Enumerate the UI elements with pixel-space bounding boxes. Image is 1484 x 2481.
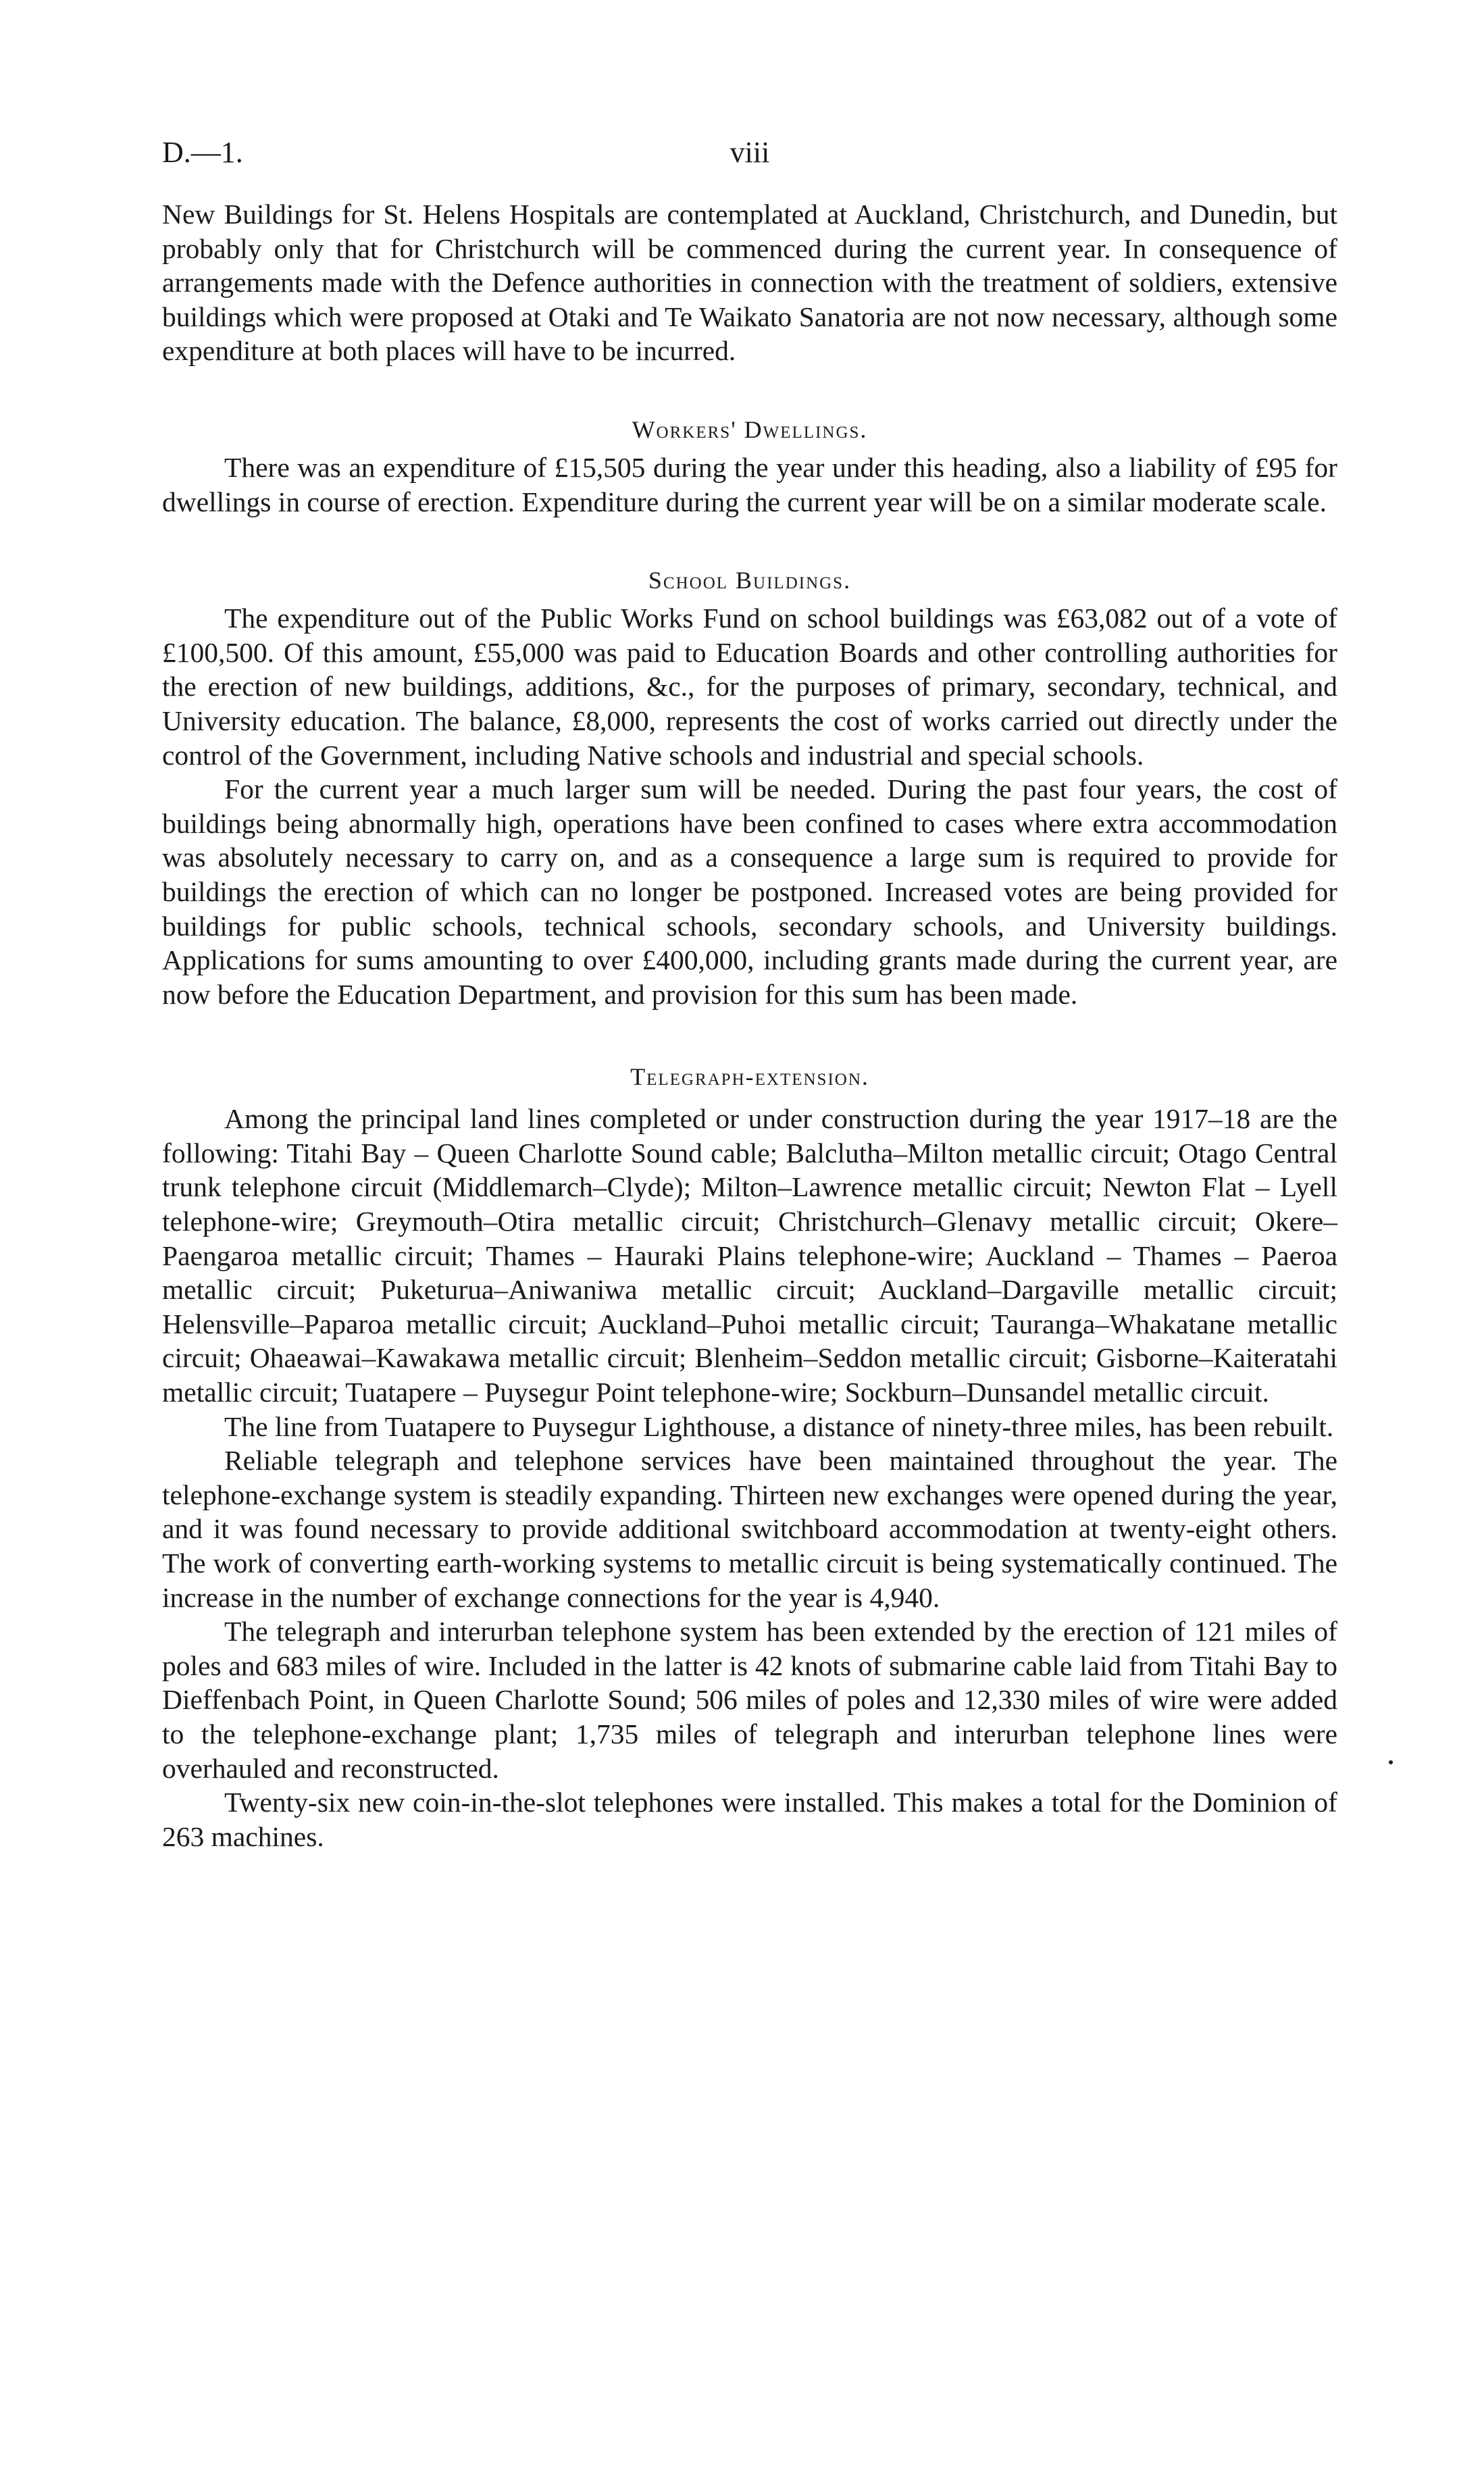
school-buildings-paragraph: For the current year a much larger sum will be needed. During the past four years, the cost of buildings being abnormally high, operations have been confined to cases where extra accommodation was absolutely necessary to carry on, and as a consequence a large sum is required to provide for buildings the erection of which can no longer be postponed. Increased votes are being provided for buildings for public schools, technical schools, secondary schools, and University buildings. Applications for sums amounting to over £400,000, including grants made during the current year, are now before the Education Department, and provision for this sum has been made. xyxy=(162,773,1337,1010)
intro-paragraph: New Buildings for St. Helens Hospitals are contemplated at Auckland, Christchurch, and Dunedin, but probably only that for Christchurch will be commenced during the current year. In consequence of arrangements made with the Defence authorities in connection with the treatment of soldiers, extensive buildings which were proposed at Otaki and Te Waikato Sanatoria are not now necessary, although some expenditure at both places will have to be incurred. xyxy=(162,199,1337,367)
telegraph-paragraph: Among the principal land lines completed or under construction during the year 1917–18 are the following: Titahi Bay – Queen Charlotte Sound cable; Balclutha–Milton metallic circuit; Otago Central trunk telephone circuit (Middlemarch–Clyde); Milton–Lawrence metallic circuit; Newton Flat – Lyell telephone-wire; Greymouth–Otira metallic circuit; Christchurch–Glenavy metallic circuit; Okere–Paengaroa metallic circuit; Thames – Hauraki Plains telephone-wire; Auckland – Thames – Paeroa metallic circuit; Puketurua–Aniwaniwa metallic circuit; Auckland–Dargaville metallic circuit; Helensville–Paparoa metallic circuit; Auckland–Puhoi metallic circuit; Tauranga–Whakatane metallic circuit; Ohaeawai–Kawakawa metallic circuit; Blenheim–Seddon metallic circuit; Gisborne–Kaiteratahi metallic circuit; Tuatapere – Puysegur Point telephone-wire; Sockburn–Dunsandel metallic circuit. xyxy=(162,1103,1337,1408)
margin-dot xyxy=(1389,1760,1393,1764)
section-heading-school-buildings: School Buildings. xyxy=(648,567,852,594)
page-header xyxy=(162,135,1337,176)
page-number: viii xyxy=(730,136,770,169)
page-reference: D.—1. xyxy=(162,136,243,169)
telegraph-paragraph: Reliable telegraph and telephone services have been maintained throughout the year. The telephone-exchange system is steadily expanding. Thirteen new exchanges were opened during the year, and it was found necessary to provide additional switchboard accommodation at twenty-eight others. The work of converting earth-working systems to metallic circuit is being systematically continued. The increase in the number of exchange connections for the year is 4,940. xyxy=(162,1445,1337,1613)
page-content xyxy=(162,197,1337,1853)
telegraph-paragraph: Twenty-six new coin-in-the-slot telephones were installed. This makes a total for the Dominion of 263 machines. xyxy=(162,1787,1337,1852)
section-heading-workers-dwellings: Workers' Dwellings. xyxy=(632,415,868,443)
workers-dwellings-paragraph: There was an expenditure of £15,505 during the year under this heading, also a liability of £95 for dwellings in course of erection. Expenditure during the current year will be on a similar moderate scale. xyxy=(162,451,1337,517)
section-heading-telegraph-extension: Telegraph-extension. xyxy=(630,1063,869,1091)
telegraph-paragraph: The line from Tuatapere to Puysegur Lighthouse, a distance of ninety-three miles, has been rebuilt. xyxy=(224,1410,1334,1442)
telegraph-paragraph: The telegraph and interurban telephone system has been extended by the erection of 121 miles of poles and 683 miles of wire. Included in the latter is 42 knots of submarine cable laid from Titahi Bay to Dieffenbach Point, in Queen Charlotte Sound; 506 miles of poles and 12,330 miles of wire were added to the telephone-exchange plant; 1,735 miles of telegraph and interurban telephone lines were overhauled and reconstructed. xyxy=(162,1616,1337,1784)
school-buildings-paragraph: The expenditure out of the Public Works Fund on school buildings was £63,082 out of a vote of £100,500. Of this amount, £55,000 was paid to Education Boards and other controlling authorities for the erection of new buildings, additions, &c., for the purposes of primary, secondary, technical, and University education. The balance, £8,000, represents the cost of works carried out directly under the control of the Government, including Native schools and industrial and special schools. xyxy=(162,603,1337,771)
